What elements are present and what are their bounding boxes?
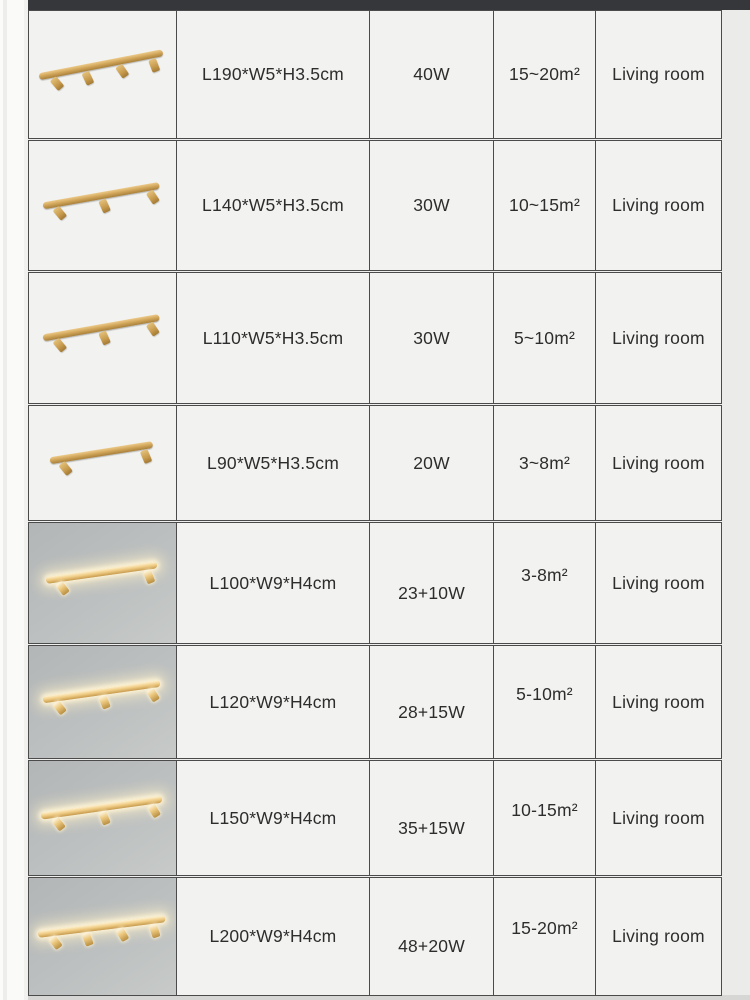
- dimensions-value: L140*W5*H3.5cm: [176, 141, 369, 270]
- lamp-spot: [140, 449, 152, 464]
- gold-track-light-3-spots-lit: [40, 668, 164, 736]
- room-type-value: Living room: [595, 11, 721, 138]
- wattage-value: 28+15W: [369, 646, 493, 758]
- coverage-area-value: 15~20m²: [493, 11, 595, 138]
- dimensions-value: L100*W9*H4cm: [176, 523, 369, 643]
- right-margin: [722, 10, 750, 996]
- wattage-value: 20W: [369, 406, 493, 520]
- table-row: [28, 405, 722, 521]
- wattage-value: 35+15W: [369, 761, 493, 875]
- gold-track-light-3-spots-lit: [38, 784, 166, 852]
- lamp-spot: [147, 58, 159, 73]
- lamp-spot: [81, 70, 94, 85]
- gold-track-light-2-spots-lit: [43, 549, 161, 616]
- room-type-value: Living room: [595, 646, 721, 758]
- product-image-cell: [29, 273, 176, 403]
- table-row: [28, 645, 722, 759]
- lamp-spot: [145, 322, 159, 337]
- wattage-value: 48+20W: [369, 878, 493, 995]
- room-type-value: Living room: [595, 273, 721, 403]
- gold-track-light-4-spots-lit: [36, 903, 169, 970]
- dimensions-value: L200*W9*H4cm: [176, 878, 369, 995]
- wattage-value: 30W: [369, 141, 493, 270]
- coverage-area-value: 3~8m²: [493, 406, 595, 520]
- lamp-spot: [52, 700, 66, 715]
- table-row: [28, 522, 722, 644]
- dimensions-value: L120*W9*H4cm: [176, 646, 369, 758]
- wattage-value: 40W: [369, 11, 493, 138]
- lamp-spot: [149, 923, 160, 938]
- table-row: [28, 877, 722, 996]
- lamp-spot: [52, 205, 66, 220]
- product-image-cell: [29, 761, 176, 875]
- lamp-spot: [145, 189, 159, 204]
- product-spec-table: [28, 10, 722, 997]
- lamp-spot: [48, 934, 62, 949]
- gold-track-light-4-spots-unlit: [36, 37, 170, 112]
- table-row: [28, 140, 722, 271]
- lamp-spot: [147, 803, 161, 818]
- lamp-spot: [51, 816, 65, 831]
- table-row: [28, 10, 722, 139]
- lamp-spot: [145, 687, 159, 702]
- table-row: [28, 760, 722, 876]
- lamp-bar: [37, 915, 165, 938]
- wattage-value: 23+10W: [369, 523, 493, 643]
- lamp-spot: [115, 63, 129, 78]
- lamp-spot: [98, 811, 110, 826]
- wattage-value: 30W: [369, 273, 493, 403]
- room-type-value: Living room: [595, 878, 721, 995]
- gold-track-light-3-spots-unlit: [40, 170, 165, 242]
- room-type-value: Living room: [595, 406, 721, 520]
- coverage-area-value: 5-10m²: [493, 646, 595, 758]
- room-type-value: Living room: [595, 523, 721, 643]
- product-image-cell: [29, 11, 176, 138]
- gold-track-light-3-spots-unlit: [40, 302, 165, 374]
- gold-track-light-2-spots-unlit: [47, 429, 158, 497]
- lamp-spot: [98, 198, 111, 213]
- lamp-spot: [55, 581, 69, 596]
- coverage-area-value: 10-15m²: [493, 761, 595, 875]
- coverage-area-value: 5~10m²: [493, 273, 595, 403]
- lamp-spot: [52, 338, 66, 353]
- lamp-spot: [58, 461, 72, 476]
- lamp-spot: [143, 569, 155, 584]
- lamp-spot: [98, 330, 111, 345]
- product-image-cell: [29, 406, 176, 520]
- dimensions-value: L110*W5*H3.5cm: [176, 273, 369, 403]
- table-row: [28, 272, 722, 404]
- left-margin: [0, 0, 28, 1000]
- room-type-value: Living room: [595, 761, 721, 875]
- lamp-spot: [98, 694, 110, 709]
- coverage-area-value: 10~15m²: [493, 141, 595, 270]
- coverage-area-value: 3-8m²: [493, 523, 595, 643]
- product-image-cell: [29, 141, 176, 270]
- dimensions-value: L90*W5*H3.5cm: [176, 406, 369, 520]
- product-image-cell: [29, 878, 176, 995]
- top-divider-bar: [28, 0, 750, 10]
- product-image-cell: [29, 646, 176, 758]
- lamp-bar: [38, 49, 163, 80]
- lamp-spot: [81, 931, 93, 946]
- product-image-cell: [29, 523, 176, 643]
- coverage-area-value: 15-20m²: [493, 878, 595, 995]
- room-type-value: Living room: [595, 141, 721, 270]
- lamp-spot: [115, 926, 129, 941]
- dimensions-value: L150*W9*H4cm: [176, 761, 369, 875]
- dimensions-value: L190*W5*H3.5cm: [176, 11, 369, 138]
